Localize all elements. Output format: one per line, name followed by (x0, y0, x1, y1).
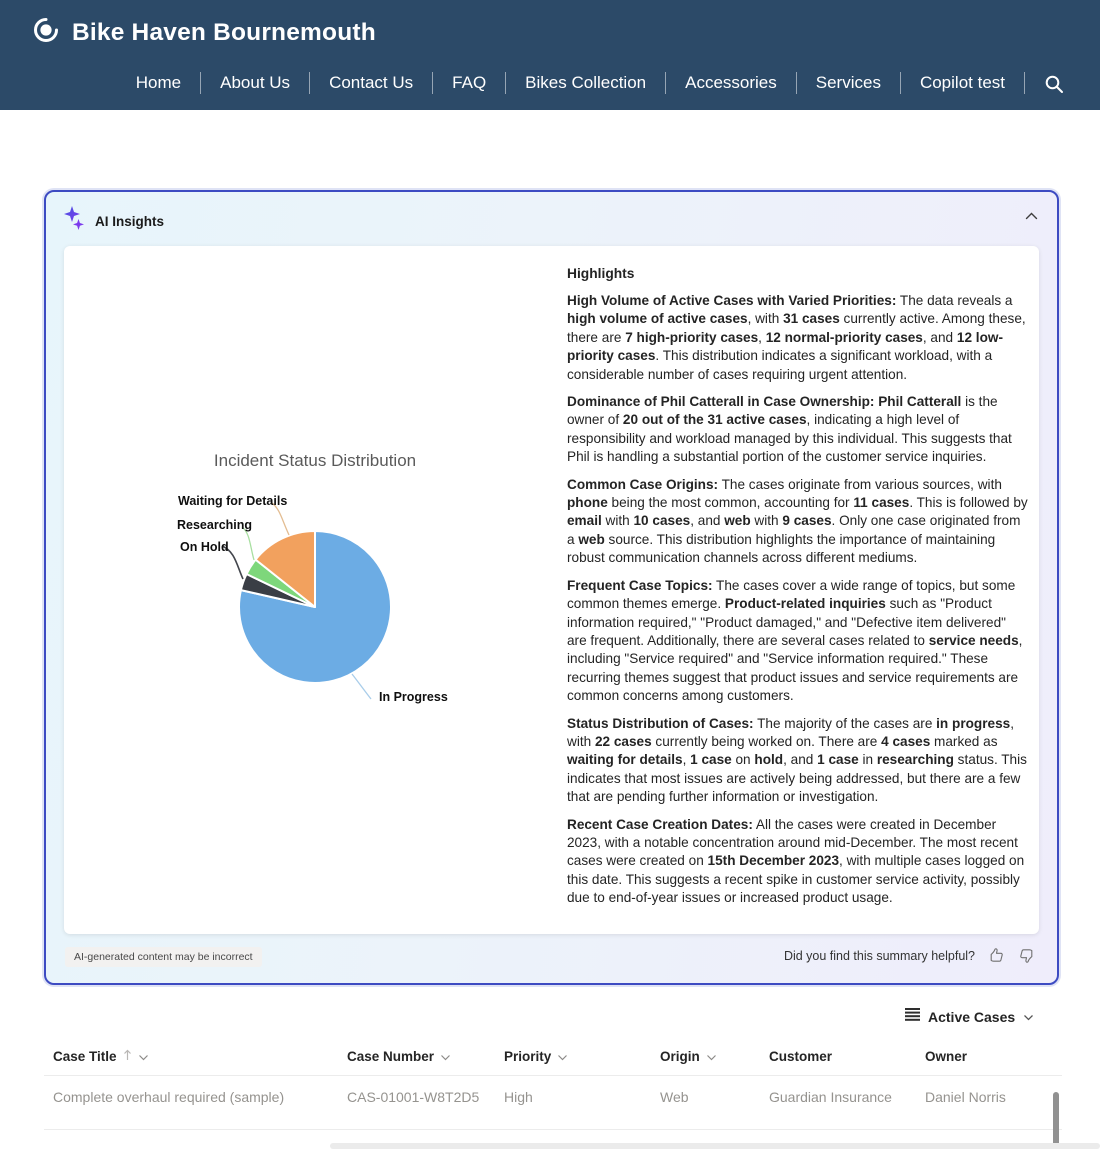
highlight-paragraph-5: Status Distribution of Cases: The majority of the cases are in progress, with 22 cases currently being worked on. There are 4 cases marked as waiting for details, 1 case on hold, and 1 case in researching status. This indicates that most issues are actively being addressed, but there are a few that are pending further information or investigation. (567, 715, 1027, 805)
nav-item-faq[interactable]: FAQ (452, 73, 487, 92)
chevron-down-icon[interactable] (706, 1049, 717, 1064)
nav-item-services[interactable]: Services (815, 73, 881, 92)
table-header-divider (44, 1075, 1062, 1076)
site-title: Bike Haven Bournemouth (72, 18, 376, 46)
ai-insights-panel (44, 190, 1059, 985)
horizontal-scrollbar-track[interactable] (330, 1143, 1100, 1149)
view-selector-label: Active Cases (928, 1009, 1016, 1025)
column-label: Case Number (347, 1049, 435, 1064)
pie-chart (64, 246, 566, 934)
column-label: Priority (504, 1049, 552, 1064)
column-header-priority[interactable] (504, 1049, 568, 1064)
column-header-customer[interactable] (769, 1049, 832, 1064)
pie-label-researching: Researching (177, 518, 253, 532)
chevron-down-icon[interactable] (557, 1049, 568, 1064)
view-selector-active-cases[interactable] (905, 1008, 1034, 1026)
pie-label-in-progress: In Progress (379, 690, 448, 704)
highlights-heading: Highlights (567, 266, 635, 281)
highlight-paragraph-3: Common Case Origins: The cases originate from various sources, with phone being the most common, accounting for 11 cases. This is followed by email with 10 cases, and web with 9 cases. Only one case originated from a web source. This distribution highlights the importance of maintaining robust communication channels across different mediums. (567, 476, 1028, 566)
thumbs-up-icon[interactable] (988, 947, 1005, 964)
column-header-case-title[interactable] (53, 1049, 149, 1064)
highlight-paragraph-6: Recent Case Creation Dates: All the cases were created in December 2023, with a notable concentration around mid-December. The most recent cases were created on 15th December 2023, with multiple cases logged on this date. This suggests a recent spike in customer service activity, possibly due to end-of-year issues or increased product usage. (567, 816, 1025, 906)
table-cell-owner[interactable]: Daniel Norris (925, 1089, 1006, 1105)
incident-status-chart (64, 246, 566, 934)
chevron-down-icon[interactable] (440, 1049, 451, 1064)
table-cell-customer[interactable]: Guardian Insurance (769, 1089, 892, 1105)
column-header-origin[interactable] (660, 1049, 717, 1064)
search-icon[interactable] (1025, 72, 1080, 94)
nav-item-bikes-collection[interactable]: Bikes Collection (525, 73, 647, 92)
thumbs-down-icon[interactable] (1018, 947, 1035, 964)
table-cell-origin[interactable]: Web (660, 1089, 689, 1105)
chevron-down-icon[interactable] (138, 1049, 149, 1064)
site-header (0, 0, 1100, 110)
nav-item-copilot-test[interactable]: Copilot test (919, 73, 1005, 92)
sort-ascending-icon (123, 1049, 132, 1064)
pie-label-waiting-for-details: Waiting for Details (178, 494, 288, 508)
column-label: Origin (660, 1049, 700, 1064)
column-label: Customer (769, 1049, 833, 1064)
table-cell-case-title[interactable]: Complete overhaul required (sample) (53, 1089, 285, 1105)
highlight-paragraph-2: Dominance of Phil Catterall in Case Ownership: Phil Catterall is the owner of 20 out of the 31 active cases, indicating a high level of responsibility and workload managed by this individual. This suggests that Phil is handling a substantial portion of the customer service inquiries. (567, 394, 1012, 465)
pie-label-on-hold: On Hold (180, 540, 229, 554)
highlights-section (567, 266, 1028, 917)
ai-sparkle-icon (63, 205, 86, 237)
nav-item-about-us[interactable]: About Us (220, 73, 291, 92)
nav-item-accessories[interactable]: Accessories (685, 73, 777, 92)
feedback-prompt: Did you find this summary helpful? (783, 948, 975, 963)
vertical-scrollbar-thumb[interactable] (1053, 1092, 1059, 1149)
column-header-case-number[interactable] (347, 1049, 451, 1064)
highlights-paragraphs (567, 292, 1028, 908)
column-label: Case Title (53, 1049, 117, 1064)
ai-insights-title: AI Insights (95, 213, 165, 229)
chevron-down-icon (1023, 1008, 1034, 1026)
insights-content-panel (64, 246, 1039, 934)
chart-title: Incident Status Distribution (213, 451, 417, 470)
highlight-paragraph-4: Frequent Case Topics: The cases cover a wide range of topics, but some common themes emerge. Product-related inquiries such as "Product information required," "Product damaged," and "Defective item delivered" are frequent. Additionally, there are several cases related to service needs, including "Service required" and "Service information required." These recurring themes suggest that product issues and service requirements are common concerns among customers. (567, 577, 1023, 704)
nav-item-contact-us[interactable]: Contact Us (329, 73, 414, 92)
brand-logo-icon (32, 16, 60, 49)
table-cell-case-number[interactable]: CAS-01001-W8T2D5 (347, 1089, 480, 1105)
main-nav (117, 71, 1080, 95)
nav-item-home[interactable]: Home (135, 73, 182, 92)
column-header-owner[interactable] (925, 1049, 967, 1064)
collapse-chevron-up-icon[interactable] (1021, 206, 1041, 226)
column-label: Owner (925, 1049, 968, 1064)
leader-line-in-progress (352, 674, 371, 699)
highlight-paragraph-1: High Volume of Active Cases with Varied Priorities: The data reveals a high volume of active cases, with 31 cases currently active. Among these, there are 7 high-priority cases, 12 normal-priority cases, and 12 low-priority cases. This distribution indicates a significant workload, with a considerable number of cases requiring urgent attention. (567, 293, 1026, 382)
list-view-icon (905, 1008, 920, 1026)
ai-disclaimer-badge: AI-generated content may be incorrect (65, 947, 262, 967)
table-cell-priority[interactable]: High (504, 1089, 533, 1105)
table-row-divider (44, 1129, 1062, 1130)
